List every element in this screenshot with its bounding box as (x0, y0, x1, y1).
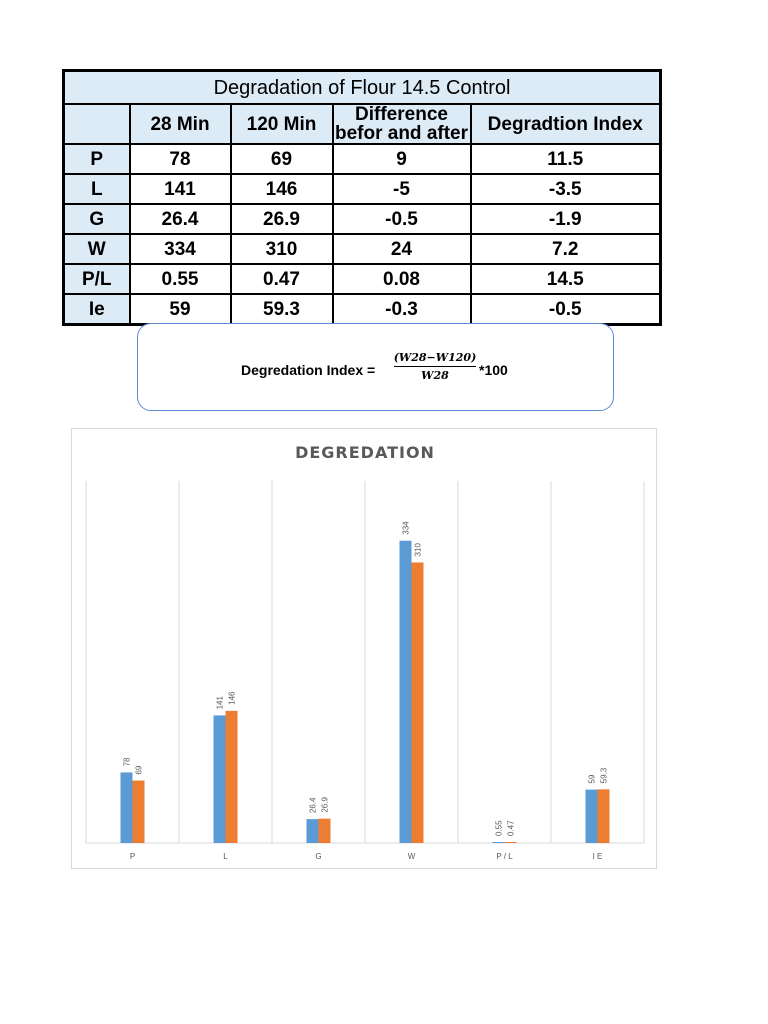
data-label: 0.47 (506, 820, 516, 836)
table-cell: -0.3 (333, 294, 471, 325)
table-cell: 14.5 (471, 264, 661, 294)
table-row (64, 144, 661, 174)
bar-p-series-2 (133, 781, 145, 843)
data-label: 78 (122, 757, 132, 767)
table-cell: 0.55 (130, 264, 231, 294)
data-label: 26.4 (308, 797, 318, 814)
row-label-w: W (64, 234, 130, 264)
table-row (64, 204, 661, 234)
bar-l-series-1 (214, 715, 226, 843)
table-cell: 78 (130, 144, 231, 174)
bar-pl-series-1 (493, 842, 505, 843)
table-cell: 9 (333, 144, 471, 174)
table-cell: 11.5 (471, 144, 661, 174)
table-cell: 0.08 (333, 264, 471, 294)
data-label: 26.9 (320, 797, 330, 813)
formula-suffix: *100 (479, 362, 508, 378)
degradation-table (62, 69, 662, 326)
table-row (64, 294, 661, 325)
header-cell-corner (64, 104, 130, 144)
formula-fraction (392, 351, 478, 382)
chart-gridlines (86, 481, 644, 843)
row-label-pl: P/L (64, 264, 130, 294)
bar-w-series-2 (412, 562, 424, 843)
header-cell-difference: Difference befor and after (333, 104, 471, 144)
data-label: 334 (401, 521, 411, 535)
table-cell: 0.47 (231, 264, 333, 294)
table-cell: 26.9 (231, 204, 333, 234)
header-cell-120min: 120 Min (231, 104, 333, 144)
data-label: 0.55 (494, 820, 504, 836)
data-label: 59 (587, 774, 597, 784)
table-cell: 7.2 (471, 234, 661, 264)
table-cell: 310 (231, 234, 333, 264)
data-label: 146 (227, 691, 237, 705)
row-label-l: L (64, 174, 130, 204)
x-tick-label: I E (592, 852, 603, 861)
table-cell: 59.3 (231, 294, 333, 325)
table-row (64, 174, 661, 204)
header-cell-degradation-index: Degradtion Index (471, 104, 661, 144)
table-cell: 334 (130, 234, 231, 264)
table-cell: -3.5 (471, 174, 661, 204)
formula-label: Degredation Index = (241, 362, 376, 378)
table-cell: 69 (231, 144, 333, 174)
table-cell: 141 (130, 174, 231, 204)
chart-canvas (72, 429, 658, 870)
table-cell: 146 (231, 174, 333, 204)
table-cell: 26.4 (130, 204, 231, 234)
table-row (64, 264, 661, 294)
table-cell: -1.9 (471, 204, 661, 234)
bar-g-series-2 (319, 819, 331, 843)
data-label: 59.3 (599, 767, 609, 784)
row-label-g: G (64, 204, 130, 234)
chart-x-ticks (130, 852, 603, 861)
x-tick-label: P (129, 852, 136, 861)
x-tick-label: G (315, 852, 322, 861)
table-title: Degradation of Flour 14.5 Control (64, 71, 661, 105)
bar-g-series-1 (307, 819, 319, 843)
bar-l-series-2 (226, 711, 238, 843)
header-cell-28min: 28 Min (130, 104, 231, 144)
data-label: 310 (413, 543, 423, 557)
table-cell: -0.5 (333, 204, 471, 234)
x-tick-label: P / L (496, 852, 513, 861)
bar-p-series-1 (121, 772, 133, 843)
bar-ie-series-2 (598, 789, 610, 843)
x-tick-label: W (407, 852, 416, 861)
formula-box (137, 323, 614, 411)
chart-title: DEGREDATION (295, 443, 435, 462)
row-label-p: P (64, 144, 130, 174)
data-label: 141 (215, 696, 225, 710)
bar-pl-series-2 (505, 842, 517, 843)
degradation-chart (71, 428, 657, 869)
bar-ie-series-1 (586, 790, 598, 843)
table-header-row (64, 104, 661, 144)
bar-w-series-1 (400, 541, 412, 843)
formula-denominator: W28 (421, 369, 449, 382)
row-label-ie: Ie (64, 294, 130, 325)
table-row (64, 234, 661, 264)
data-label: 69 (134, 765, 144, 775)
table-cell: 24 (333, 234, 471, 264)
table-cell: 59 (130, 294, 231, 325)
formula-numerator: (W28−W120) (393, 351, 477, 364)
x-tick-label: L (223, 852, 228, 861)
table-cell: -0.5 (471, 294, 661, 325)
table-cell: -5 (333, 174, 471, 204)
